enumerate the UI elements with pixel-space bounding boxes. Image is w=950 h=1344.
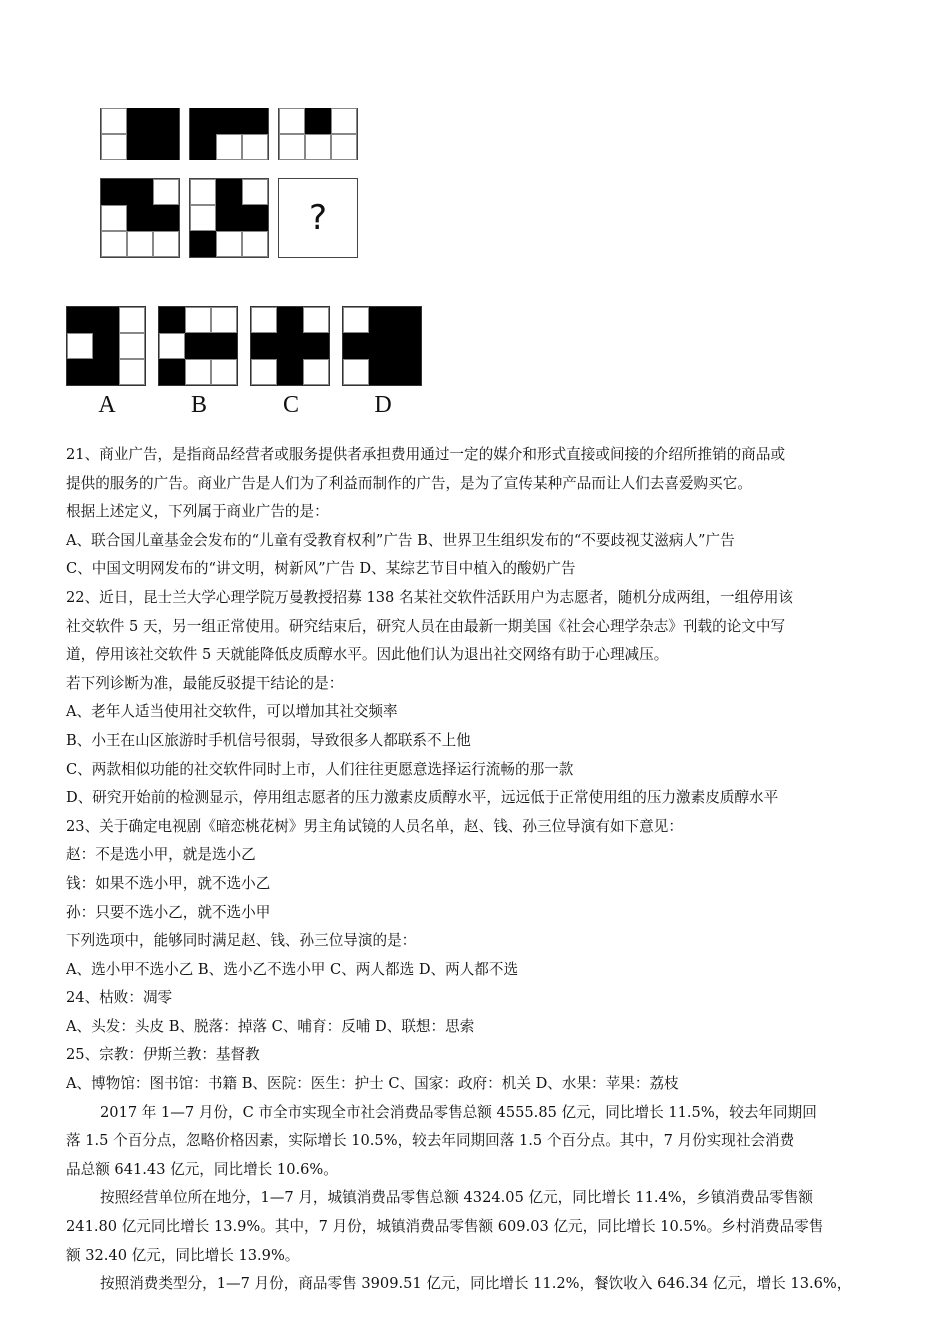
puzzle-cell-4	[100, 178, 180, 258]
question-mark-box	[278, 178, 358, 258]
text-line: 下列选项中，能够同时满足赵、钱、孙三位导演的是：	[66, 932, 417, 950]
text-line: 根据上述定义，下列属于商业广告的是：	[66, 503, 329, 521]
text-line: 赵：不是选小甲，就是选小乙	[66, 846, 256, 864]
text-line: A、老年人适当使用社交软件，可以增加其社交频率	[66, 703, 398, 721]
option-label-a: A	[98, 392, 116, 418]
text-line: 额 32.40 亿元，同比增长 13.9%。	[66, 1246, 300, 1264]
text-line: 道，停用该社交软件 5 天就能降低皮质醇水平。因此他们认为退出社交网络有助于心理减压。	[66, 646, 669, 664]
option-a-figure[interactable]	[66, 306, 146, 386]
puzzle-cell-2	[189, 108, 271, 160]
question-mark: ?	[308, 198, 328, 238]
text-line: C、中国文明网发布的“讲文明，树新风”广告 D、某综艺节目中植入的酸奶广告	[66, 560, 576, 578]
text-line: 孙：只要不选小乙，就不选小甲	[66, 903, 271, 921]
text-line: 社交软件 5 天，另一组正常使用。研究结束后，研究人员在由最新一期美国《社会心理学杂志》刊载的论文中写	[66, 617, 786, 635]
text-line: D、研究开始前的检测显示，停用组志愿者的压力激素皮质醇水平，远远低于正常使用组的压力激素皮质醇水平	[66, 789, 779, 807]
text-line: 若下列诊断为准，最能反驳提干结论的是：	[66, 674, 344, 692]
option-b-figure[interactable]	[158, 306, 238, 386]
text-line: 21、商业广告，是指商品经营者或服务提供者承担费用通过一定的媒介和形式直接或间接的介绍所推销的商品或	[66, 446, 786, 463]
text-line: 落 1.5 个百分点，忽略价格因素，实际增长 10.5%，较去年同期回落 1.5 个百分点。其中，7 月份实现社会消费	[66, 1132, 795, 1150]
puzzle-cell-3	[278, 108, 360, 160]
option-label-d: D	[374, 392, 392, 418]
text-line: 24、枯败：凋零	[66, 989, 173, 1007]
text-line: 22、近日，昆士兰大学心理学院万曼教授招募 138 名某社交软件活跃用户为志愿者，随机分成两组，一组停用该	[66, 588, 794, 606]
text-line: 25、宗教：伊斯兰教：基督教	[66, 1046, 260, 1064]
text-line: 241.80 亿元同比增长 13.9%。其中，7 月份，城镇消费品零售额 609.03 亿元，同比增长 10.5%。乡村消费品零售	[66, 1218, 824, 1236]
text-line: 钱：如果不选小甲，就不选小乙	[66, 874, 271, 892]
option-c-figure[interactable]	[250, 306, 330, 386]
text-line: 2017 年 1—7 月份，C 市全市实现全市社会消费品零售总额 4555.85 亿元，同比增长 11.5%，较去年同期回	[100, 1103, 817, 1121]
text-line: 提供的服务的广告。商业广告是人们为了利益而制作的广告，是为了宣传某种产品而让人们去喜爱购买它。	[66, 474, 752, 492]
text-line: 品总额 641.43 亿元，同比增长 10.6%。	[66, 1160, 338, 1178]
text-line: A、选小甲不选小乙 B、选小乙不选小甲 C、两人都选 D、两人都不选	[66, 960, 519, 978]
text-line: A、头发：头皮 B、脱落：掉落 C、哺育：反哺 D、联想：思索	[66, 1017, 475, 1035]
text-line: C、两款相似功能的社交软件同时上市，人们往往更愿意选择运行流畅的那一款	[66, 760, 574, 778]
text-line: A、联合国儿童基金会发布的“儿童有受教育权利”广告 B、世界卫生组织发布的“不要歧视艾滋病人”广告	[66, 531, 735, 549]
text-line: 按照经营单位所在地分，1—7 月，城镇消费品零售总额 4324.05 亿元，同比增长 11.4%，乡镇消费品零售额	[100, 1189, 813, 1207]
text-line: 23、关于确定电视剧《暗恋桃花树》男主角试镜的人员名单，赵、钱、孙三位导演有如下意见：	[66, 817, 683, 835]
question-text-body	[66, 441, 886, 1299]
text-line: B、小王在山区旅游时手机信号很弱，导致很多人都联系不上他	[66, 731, 471, 749]
text-line: A、博物馆：图书馆：书籍 B、医院：医生：护士 C、国家：政府：机关 D、水果：苹果：荔枝	[66, 1075, 679, 1093]
text-line: 按照消费类型分，1—7 月份，商品零售 3909.51 亿元，同比增长 11.2%，餐饮收入 646.34 亿元，增长 13.6%，	[100, 1275, 852, 1293]
puzzle-cell-5	[189, 178, 269, 258]
option-label-b: B	[190, 392, 207, 418]
option-d-figure[interactable]	[342, 306, 422, 386]
puzzle-cell-1	[100, 108, 182, 160]
option-label-c: C	[282, 392, 299, 418]
